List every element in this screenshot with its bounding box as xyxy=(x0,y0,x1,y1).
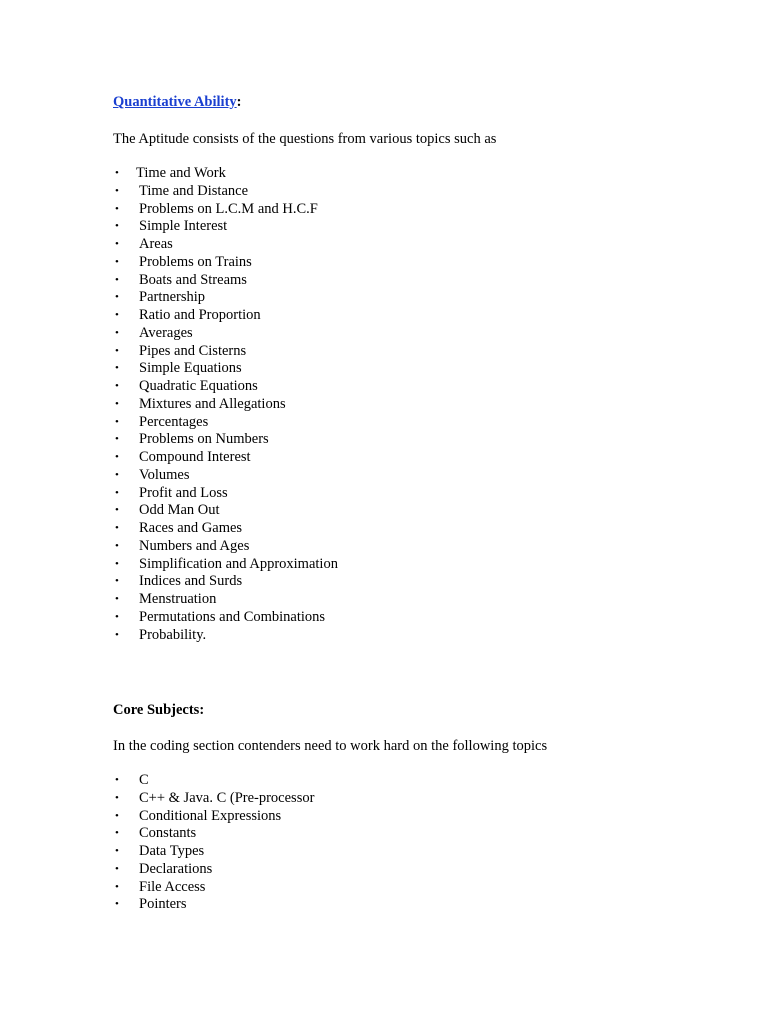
list-item-label: Pointers xyxy=(139,896,187,913)
list-item-label: Quadratic Equations xyxy=(139,378,258,394)
list-item-label: Indices and Surds xyxy=(139,573,243,590)
bullet-icon: • xyxy=(115,309,119,321)
bullet-icon: • xyxy=(115,220,119,233)
heading-colon: : xyxy=(236,94,242,110)
aptitude-intro-text: The Aptitude consists of the questions from various topics such as xyxy=(113,131,497,147)
list-item-label: Averages xyxy=(139,324,193,341)
bullet-icon: • xyxy=(115,486,119,499)
list-item xyxy=(113,272,338,290)
list-item-label: Numbers and Ages xyxy=(139,537,250,554)
bullet-icon: • xyxy=(115,898,119,911)
list-item-label: Pipes and Cisterns xyxy=(139,342,247,359)
list-item xyxy=(113,896,314,914)
list-item xyxy=(113,627,338,645)
bullet-icon: • xyxy=(115,273,119,286)
bullet-icon: • xyxy=(115,575,119,588)
quantitative-ability-heading xyxy=(113,93,242,111)
list-item xyxy=(113,414,338,432)
list-item-label: Time and Distance xyxy=(139,182,249,199)
list-item-label: Problems on Numbers xyxy=(139,431,269,448)
list-item xyxy=(113,843,314,861)
list-item-label: Time and Work xyxy=(136,165,226,181)
list-item xyxy=(113,538,338,556)
list-item xyxy=(113,502,338,520)
list-item xyxy=(113,431,338,449)
bullet-icon: • xyxy=(115,845,119,857)
list-item xyxy=(113,360,338,378)
list-item-label: Simple Interest xyxy=(139,218,228,235)
list-item xyxy=(113,485,338,503)
list-item-label: Data Types xyxy=(139,843,205,859)
list-item xyxy=(113,396,338,414)
bullet-icon: • xyxy=(115,326,119,339)
list-item-label: Percentages xyxy=(139,413,209,430)
core-subjects-heading: Core Subjects: xyxy=(113,702,205,718)
bullet-icon: • xyxy=(115,397,119,410)
list-item-label: C xyxy=(139,772,149,788)
list-item-label: Problems on Trains xyxy=(139,253,252,270)
list-item xyxy=(113,325,338,343)
list-item xyxy=(113,218,338,236)
list-item-label: Volumes xyxy=(139,466,190,483)
list-item-label: Problems on L.C.M and H.C.F xyxy=(139,200,318,217)
bullet-icon: • xyxy=(115,433,119,446)
list-item xyxy=(113,183,338,201)
list-item-label: Declarations xyxy=(139,860,213,877)
list-item-label: Ratio and Proportion xyxy=(139,307,261,323)
bullet-icon: • xyxy=(115,862,119,875)
list-item-label: Profit and Loss xyxy=(139,484,228,501)
bullet-icon: • xyxy=(115,415,119,428)
bullet-icon: • xyxy=(115,344,119,357)
bullet-icon: • xyxy=(115,451,119,463)
list-item xyxy=(113,254,338,272)
list-item xyxy=(113,165,338,183)
bullet-icon: • xyxy=(115,362,119,375)
list-item xyxy=(113,201,338,219)
list-item xyxy=(113,808,314,826)
list-item-label: Permutations and Combinations xyxy=(139,608,326,625)
bullet-icon: • xyxy=(115,628,119,641)
list-item xyxy=(113,467,338,485)
list-item-label: File Access xyxy=(139,878,206,895)
list-item-label: Conditional Expressions xyxy=(139,807,282,824)
bullet-icon: • xyxy=(115,809,119,822)
list-item xyxy=(113,520,338,538)
list-item-label: Simplification and Approximation xyxy=(139,555,338,572)
aptitude-topic-list xyxy=(113,165,338,644)
bullet-icon: • xyxy=(115,774,119,786)
coding-topic-list xyxy=(113,772,314,914)
bullet-icon: • xyxy=(115,593,119,605)
list-item xyxy=(113,879,314,897)
list-item-label: Simple Equations xyxy=(139,360,242,377)
list-item xyxy=(113,609,338,627)
list-item xyxy=(113,573,338,591)
bullet-icon: • xyxy=(115,380,119,392)
list-item xyxy=(113,591,338,609)
bullet-icon: • xyxy=(115,522,119,534)
bullet-icon: • xyxy=(115,167,119,179)
list-item-label: Probability. xyxy=(139,626,207,643)
list-item-label: Races and Games xyxy=(139,520,243,536)
bullet-icon: • xyxy=(115,827,119,840)
bullet-icon: • xyxy=(115,610,119,623)
bullet-icon: • xyxy=(115,238,119,250)
list-item-label: Mixtures and Allegations xyxy=(139,395,286,412)
list-item xyxy=(113,289,338,307)
list-item xyxy=(113,343,338,361)
list-item-label: Boats and Streams xyxy=(139,271,247,288)
bullet-icon: • xyxy=(115,202,119,215)
quantitative-ability-link[interactable]: Quantitative Ability xyxy=(113,94,237,110)
bullet-icon: • xyxy=(115,255,119,268)
list-item-label: Compound Interest xyxy=(139,449,251,465)
list-item xyxy=(113,378,338,396)
list-item-label: Odd Man Out xyxy=(139,502,220,519)
list-item xyxy=(113,861,314,879)
bullet-icon: • xyxy=(115,880,119,893)
list-item-label: Partnership xyxy=(139,289,206,306)
list-item xyxy=(113,825,314,843)
list-item-label: Menstruation xyxy=(139,591,217,607)
list-item xyxy=(113,307,338,325)
list-item xyxy=(113,236,338,254)
bullet-icon: • xyxy=(115,291,119,304)
bullet-icon: • xyxy=(115,791,119,804)
bullet-icon: • xyxy=(115,539,119,552)
list-item xyxy=(113,790,314,808)
bullet-icon: • xyxy=(115,557,119,570)
list-item xyxy=(113,556,338,574)
list-item xyxy=(113,772,314,790)
bullet-icon: • xyxy=(115,184,119,197)
bullet-icon: • xyxy=(115,504,119,517)
bullet-icon: • xyxy=(115,468,119,481)
list-item-label: Constants xyxy=(139,825,197,842)
list-item xyxy=(113,449,338,467)
coding-intro-text: In the coding section contenders need to work hard on the following topics xyxy=(113,738,548,754)
list-item-label: C++ & Java. C (Pre-processor xyxy=(139,789,315,806)
list-item-label: Areas xyxy=(139,236,173,252)
